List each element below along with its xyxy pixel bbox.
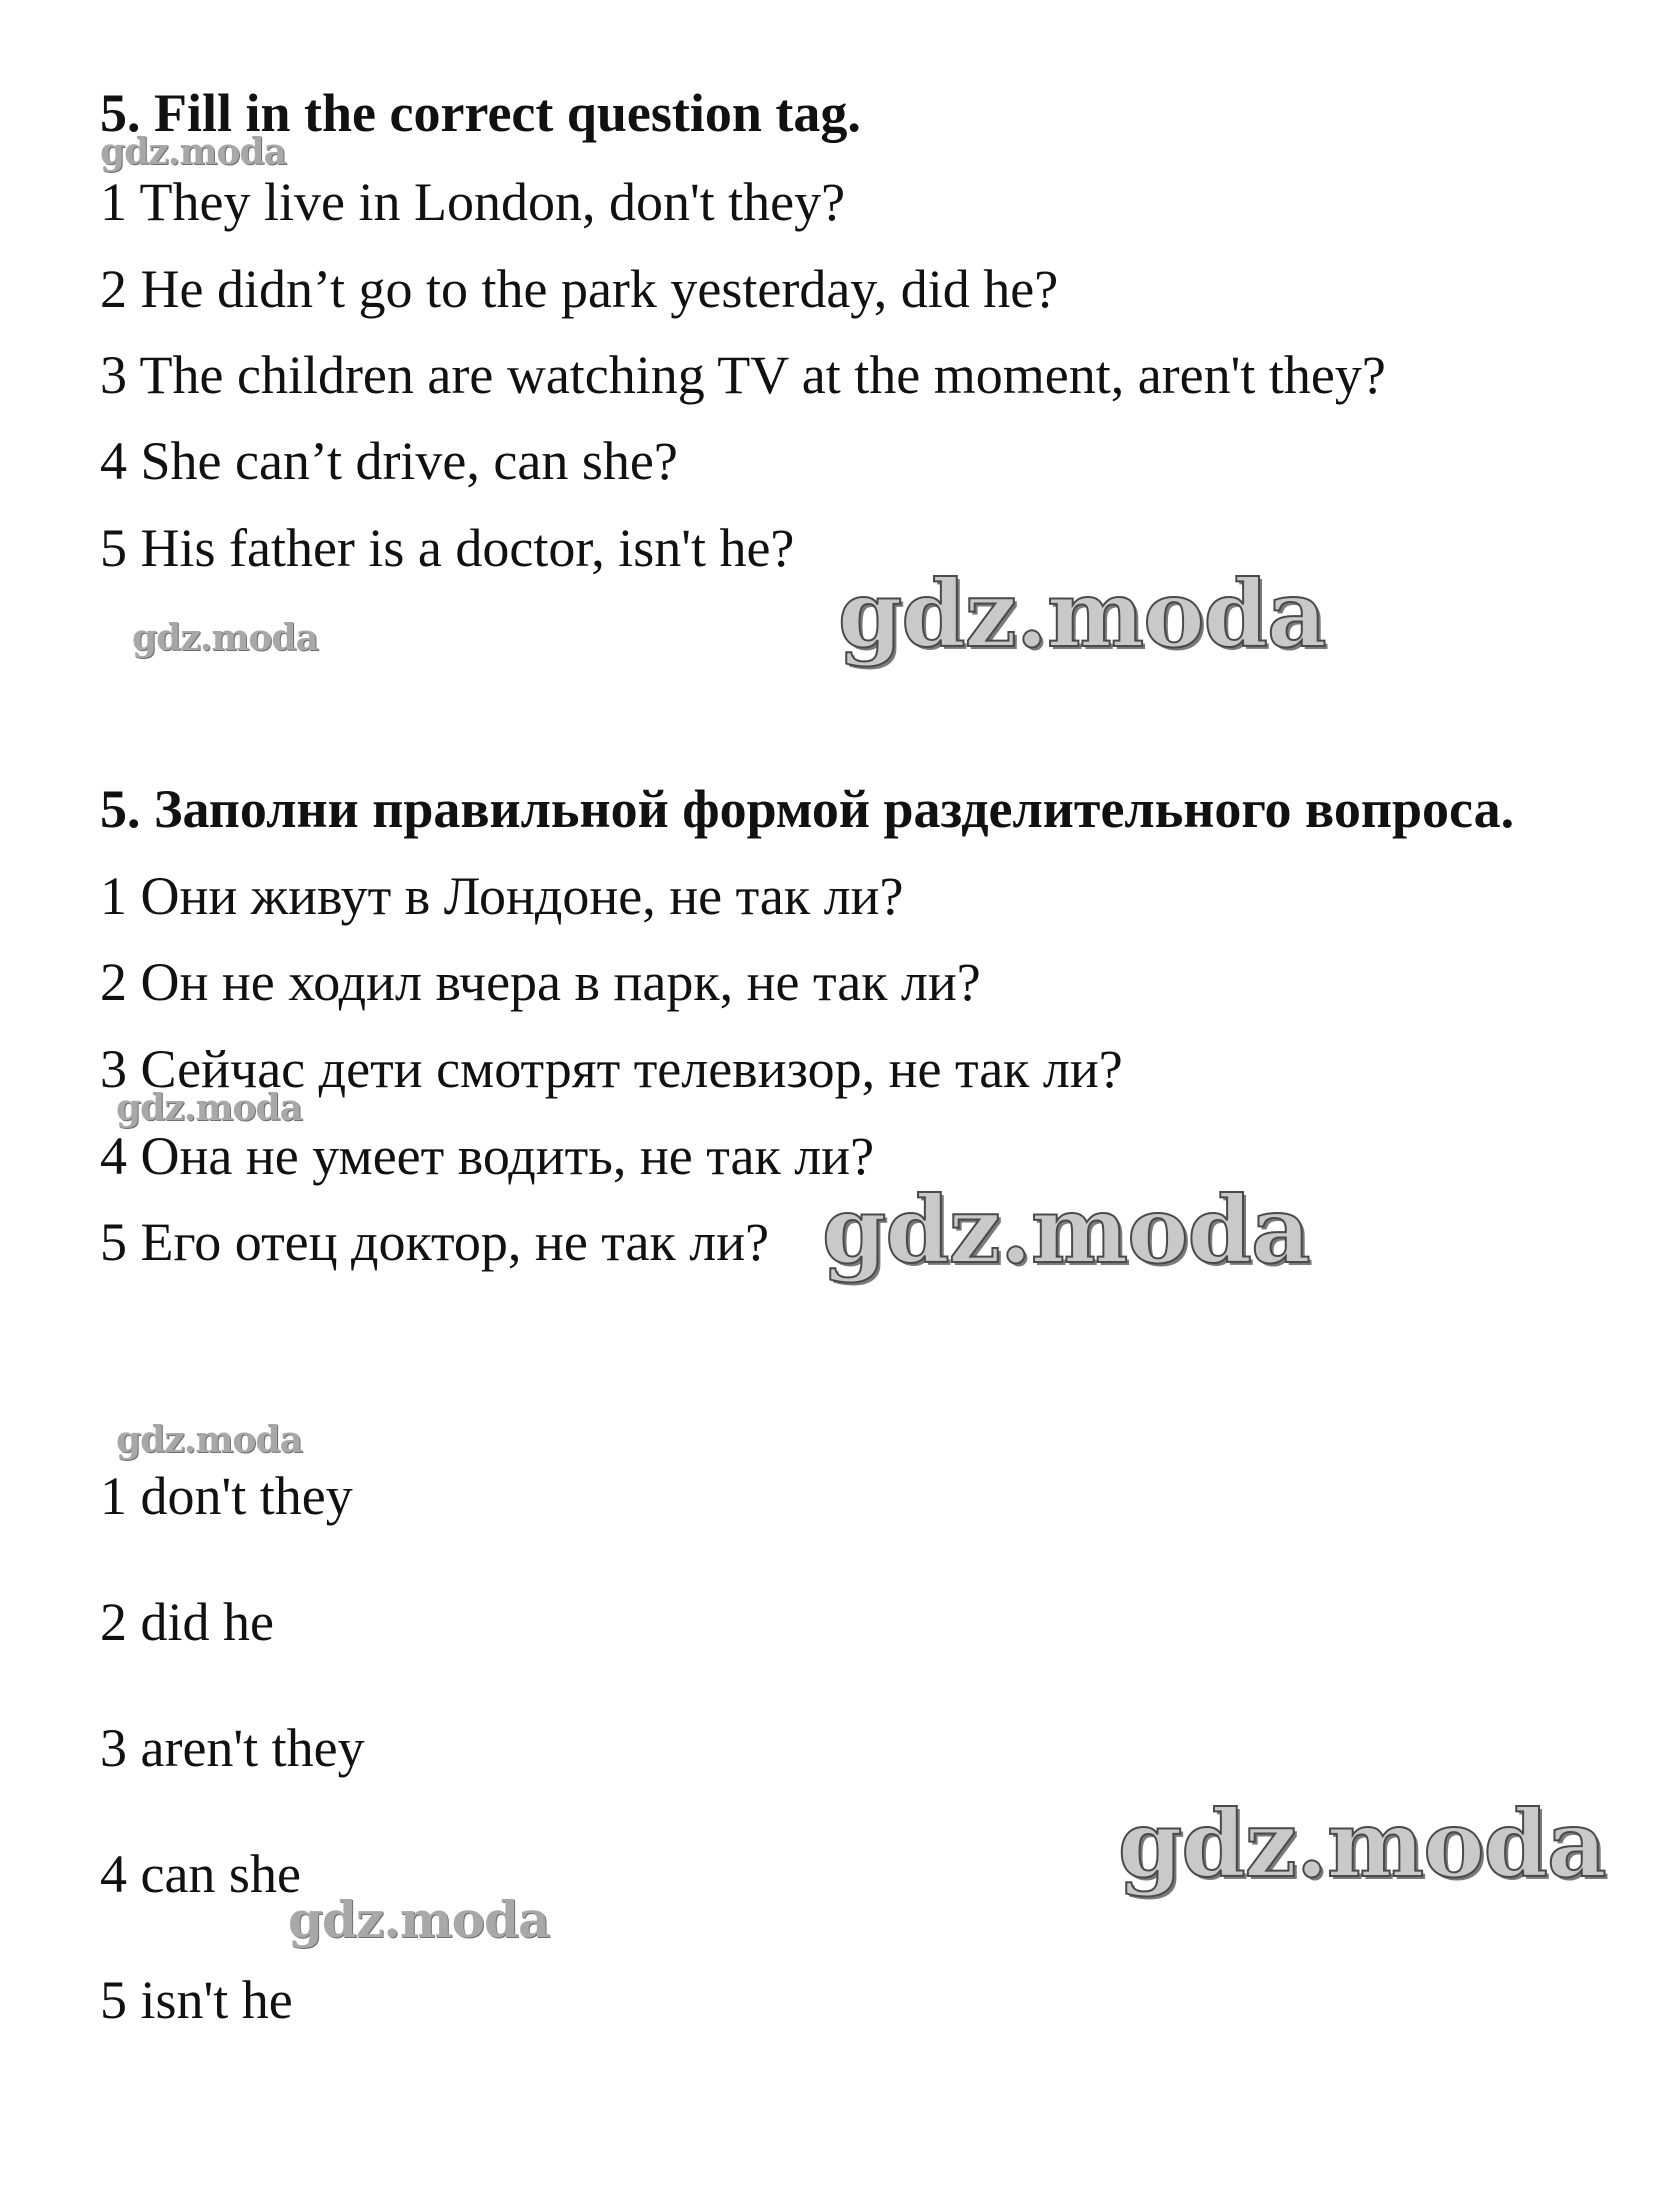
watermark-logo: gdz.moda xyxy=(116,1087,302,1129)
exercise-en-item-5: 5 His father is a doctor, isn't he? xyxy=(100,518,795,578)
exercise-ru-item-2: 2 Он не ходил вчера в парк, не так ли? xyxy=(100,952,981,1012)
watermark-logo: gdz.moda xyxy=(116,1419,302,1461)
exercise-en-item-2: 2 He didn’t go to the park yesterday, did he? xyxy=(100,259,1059,319)
watermark-logo: gdz.moda xyxy=(822,1176,1310,1284)
watermark-logo: gdz.moda xyxy=(132,617,318,659)
exercise-en-item-3: 3 The children are watching TV at the moment, aren't they? xyxy=(100,345,1386,405)
exercise-en-heading: 5. Fill in the correct question tag. xyxy=(100,83,861,143)
answer-3: 3 aren't they xyxy=(100,1718,365,1778)
answer-2: 2 did he xyxy=(100,1592,274,1652)
exercise-ru-item-1: 1 Они живут в Лондоне, не так ли? xyxy=(100,866,904,926)
answer-4: 4 can she xyxy=(100,1844,301,1904)
answer-5: 5 isn't he xyxy=(100,1970,293,2030)
exercise-en-item-1: 1 They live in London, don't they? xyxy=(100,172,846,232)
watermark-logo: gdz.moda xyxy=(288,1890,550,1949)
watermark-logo: gdz.moda xyxy=(100,131,286,173)
exercise-ru-item-4: 4 Она не умеет водить, не так ли? xyxy=(100,1126,875,1186)
exercise-ru-item-3: 3 Сейчас дети смотрят телевизор, не так ли? xyxy=(100,1039,1123,1099)
watermark-logo: gdz.moda xyxy=(1118,1790,1606,1898)
answer-1: 1 don't they xyxy=(100,1466,353,1526)
watermark-logo: gdz.moda xyxy=(838,560,1326,668)
exercise-ru-item-5: 5 Его отец доктор, не так ли? xyxy=(100,1212,770,1272)
exercise-en-item-4: 4 She can’t drive, can she? xyxy=(100,431,678,491)
exercise-ru-heading: 5. Заполни правильной формой разделительного вопроса. xyxy=(100,779,1515,839)
